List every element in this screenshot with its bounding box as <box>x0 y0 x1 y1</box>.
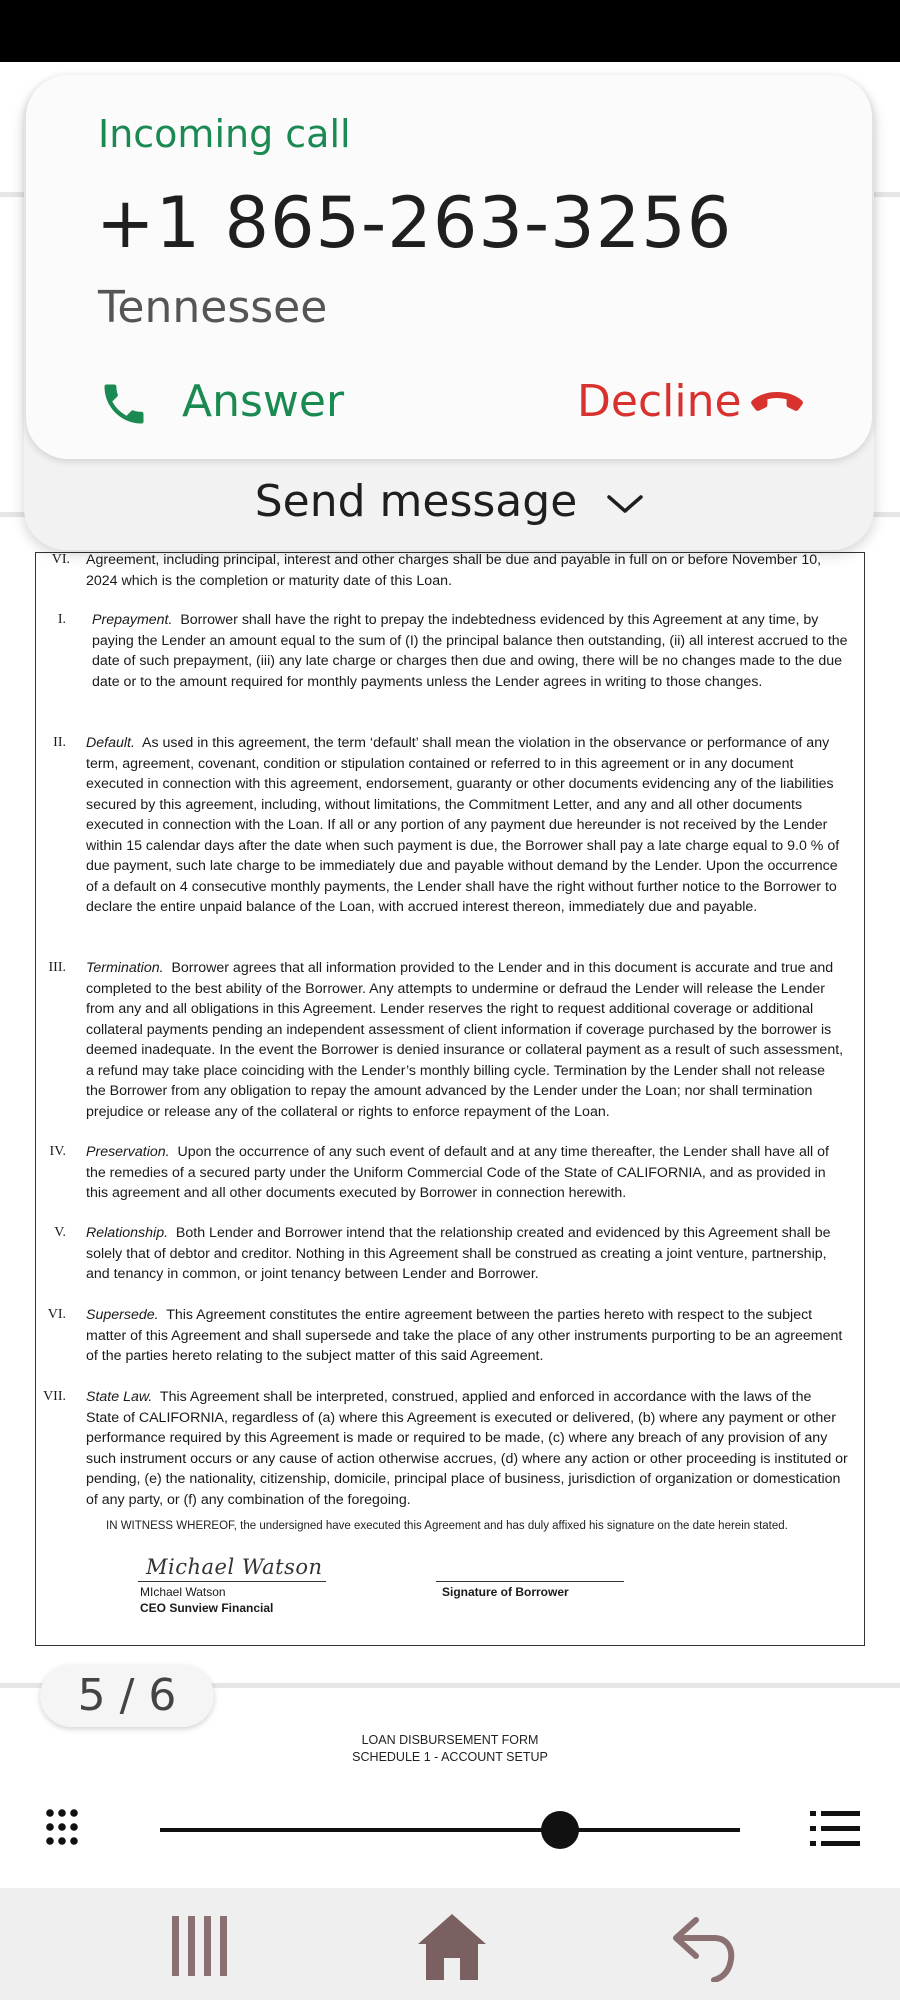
clause-number: I. <box>57 612 66 627</box>
document-page <box>35 552 865 1646</box>
page-indicator: 5 / 6 <box>40 1665 214 1727</box>
next-page-subtitle: SCHEDULE 1 - ACCOUNT SETUP <box>352 1750 548 1764</box>
lender-signature: Michael Watson <box>146 1555 323 1579</box>
system-navigation-bar <box>0 1888 900 2000</box>
list-menu-icon[interactable] <box>810 1809 860 1849</box>
clause-text: Default. As used in this agreement, the term ‘default’ shall mean the violation in the observance or performance of any term, agreement, covenant, condition or stipulation contained or referred to in this agreement or in any document executed in connection with this agreement, endorsement, guaranty or other documents evidencing any of the liabilities secured by this agreement, including, without limitations, the Commitment Letter, and any and all other documents executed in connection with the Loan. If all or any portion of any payment due hereunder is not received by the Lender within 15 calendar days after the date when such payment is due, the Borrower shall pay a late charge equal to 9.0 % of due payment, such late charge to be immediately due and payable without demand by the Lender. Upon the occurrence of a default on 4 consecutive monthly payments, the Lender shall have the right without further notice to the Borrower to declare the entire unpaid balance of the Loan, with accrued interest thereon, immediately due and payable. <box>86 735 840 915</box>
call-status-label: Incoming call <box>98 112 351 156</box>
clause-number: V. <box>54 1225 66 1240</box>
page-slider-thumb[interactable] <box>541 1811 579 1849</box>
clause-text: State Law. This Agreement shall be interpreted, construed, applied and enforced in accordance with the laws of the State of CALIFORNIA, regardless of (a) where this Agreement is executed or delivered, (b) where any payment or other performance required by this Agreement is made or required to be made, (c) where any breach of any provision of any such instrument occurs or any cause of action otherwise accrues, (d) where any action or other proceeding is instituted or pending, (e) the nationality, citizenship, domicile, principal place of business, jurisdiction of organization or domestication of any party, or (f) any combination of the foregoing. <box>86 1389 848 1508</box>
send-message-label: Send message <box>254 476 578 527</box>
recent-apps-icon[interactable] <box>168 1914 232 1978</box>
page-slider-track[interactable] <box>160 1828 740 1832</box>
answer-button[interactable] <box>96 370 356 440</box>
clause-text: Prepayment. Borrower shall have the right to prepay the indebtedness evidenced by this Agreement at any time, by paying the Lender an amount equal to the sum of (I) the principal balance then outstanding, (ii) all interest accrued to the date of such prepayment, (iii) any late charge or charges then due and owing, there will be no changes made to the due date or to the amount required for monthly payments unless the Lender agrees in writing to those changes. <box>92 612 848 690</box>
signature-line <box>138 1581 326 1582</box>
clause-number: VII. <box>43 1389 66 1404</box>
clause-number: III. <box>48 960 66 975</box>
caller-number: +1 865-263-3256 <box>96 182 733 264</box>
clause-text: Preservation. Upon the occurrence of any such event of default and at any time thereafter, the Lender shall have all of the remedies of a secured party under the Uniform Commercial Code of the State of CALIFORNIA, and as provided in this agreement and all other documents executed by Borrower in connection herewith. <box>86 1144 829 1201</box>
witness-statement: IN WITNESS WHEREOF, the undersigned have executed this Agreement and has duly affixed his signature on the date herein stated. <box>106 1520 788 1532</box>
clause-number: II. <box>53 735 66 750</box>
home-icon[interactable] <box>414 1910 490 1982</box>
borrower-signature-label: Signature of Borrower <box>442 1585 569 1599</box>
next-page-title: LOAN DISBURSEMENT FORM <box>361 1733 539 1747</box>
clause-text: Agreement, including principal, interest and other charges shall be due and payable in full on or before November 10, 2024 which is the completion or maturity date of this Loan. <box>86 552 822 589</box>
status-bar <box>0 0 900 62</box>
signature-line <box>436 1581 624 1582</box>
grid-dots-icon[interactable] <box>46 1809 86 1849</box>
back-icon[interactable] <box>670 1912 740 1982</box>
chevron-down-icon <box>605 491 645 517</box>
hang-up-icon <box>747 384 807 424</box>
clause-number: IV. <box>49 1144 66 1159</box>
reader-toolbar <box>0 1775 900 1885</box>
clause-text: Termination. Borrower agrees that all information provided to the Lender and in this document is accurate and true and completed to the best ability of the Borrower. Any attempts to undermine or defraud the Lender will release the Lender from any and all obligations in this Agreement. Lender reserves the right to request additional coverage or additional collateral payments pending an independent assessment of client information if coverage purchased by the borrower is deemed inadequate. In the event the Borrower is denied insurance or collateral payment as a result of such assessment, a refund may take place coinciding with the Lender’s monthly billing cycle. Termination by the Lender shall not release the Borrower from any obligation to repay the amount advanced by the Lender under the Loan; nor shall termination prejudice or release any of the collateral or rights to enforce repayment of the Loan. <box>86 960 844 1120</box>
caller-location: Tennessee <box>98 282 328 333</box>
send-message-button[interactable] <box>0 476 900 527</box>
decline-button[interactable] <box>575 370 815 440</box>
clause-text: Relationship. Both Lender and Borrower intend that the relationship created and evidenced by this Agreement shall be solely that of debtor and creditor. Nothing in this Agreement shall be construed as creating a joint venture, partnership, and tenancy in common, or joint tenancy between Lender and Borrower. <box>86 1225 831 1282</box>
signer-name: MIchael Watson <box>140 1585 226 1599</box>
phone-icon <box>98 378 150 430</box>
clause-text: Supersede. This Agreement constitutes the entire agreement between the parties hereto with respect to the subject matter of this Agreement and shall supersede and take the place of any other instruments purporting to be an agreement of the parties hereto relating to the subject matter of this said Agreement. <box>86 1307 843 1364</box>
answer-label: Answer <box>182 376 345 427</box>
clause-number: VI. <box>51 552 70 567</box>
clause-number: VI. <box>47 1307 66 1322</box>
signer-title: CEO Sunview Financial <box>140 1601 274 1615</box>
decline-label: Decline <box>577 376 742 427</box>
